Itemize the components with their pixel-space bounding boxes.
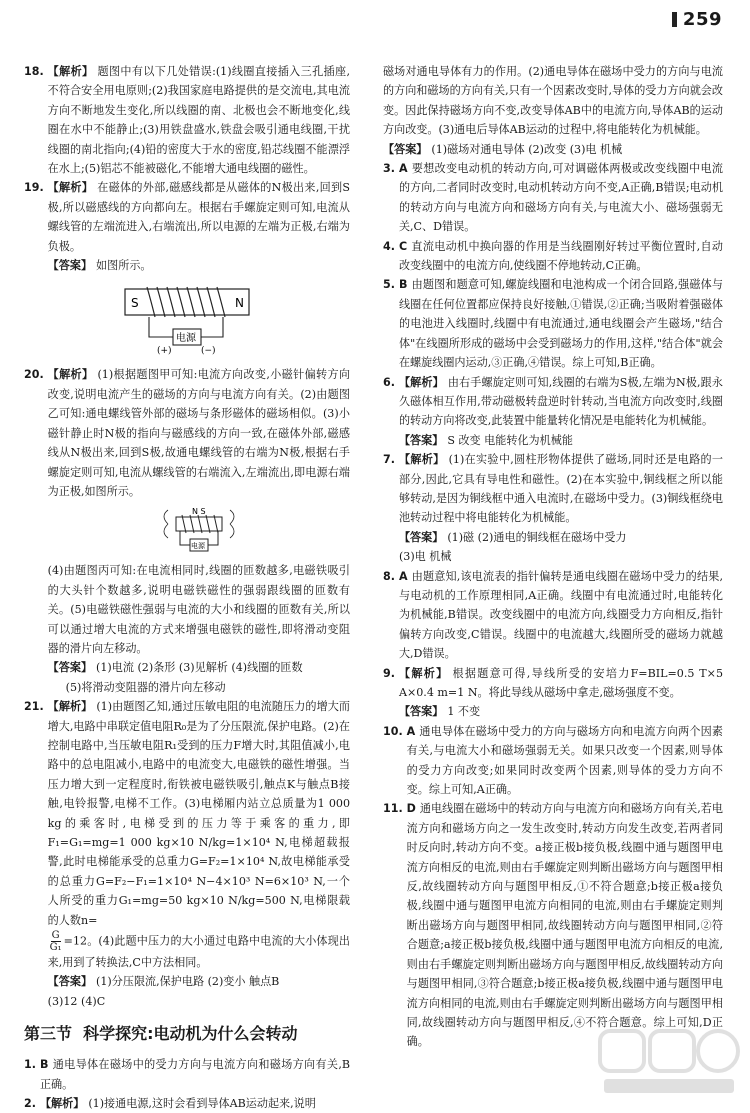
analysis-label: 【解析】 bbox=[47, 65, 94, 78]
section-question-7 bbox=[383, 450, 723, 566]
page-number: 259 bbox=[682, 8, 722, 30]
answer-label: 【答案】 bbox=[398, 530, 444, 544]
answer-choice: D bbox=[406, 802, 416, 816]
section-question-11 bbox=[383, 799, 723, 1051]
explanation-text: 由题意知,该电流表的指针偏转是通电线圈在磁场中受力的结果,与电动机的工作原理相同,A正确。线圈中有电流通过时,电能转化为机械能,B错误。改变线圈中的电流方向,线圈受力方向相反,指针偏转方向改变,C错误。线圈中的电流越大,线圈所受的磁场力就越大,D错误。 bbox=[398, 569, 723, 661]
question-number: 6. bbox=[383, 375, 395, 389]
fraction-numerator: G bbox=[51, 930, 60, 942]
question-19 bbox=[24, 178, 350, 275]
section-question-9 bbox=[383, 664, 723, 722]
analysis-label: 【解析】 bbox=[398, 666, 449, 680]
question-20 bbox=[24, 365, 350, 697]
positive-terminal-label: (+) bbox=[157, 346, 172, 357]
section-question-2 bbox=[24, 1094, 350, 1113]
answer-text-line2: (3)电 机械 bbox=[398, 550, 452, 564]
answer-label: 【答案】 bbox=[47, 259, 93, 273]
power-source-label: 电源 bbox=[190, 542, 205, 551]
fraction bbox=[50, 930, 62, 953]
question-number: 20. bbox=[24, 368, 44, 382]
s-pole-label: S bbox=[131, 296, 139, 311]
solenoid-diagram bbox=[117, 279, 257, 359]
question-number: 1. bbox=[24, 1058, 36, 1072]
section-question-10 bbox=[383, 722, 723, 800]
watermark-logo bbox=[594, 1021, 744, 1101]
question-number: 10. bbox=[383, 724, 403, 738]
analysis-text: 在磁体的外部,磁感线都是从磁体的N极出来,回到S极,所以磁感线的方向都向左。根据右手螺旋定则可知,电流从螺线管的左端流进入,右端流出,所以电源的左端为正极,右端为负极。 bbox=[47, 181, 350, 253]
question-number: 19. bbox=[24, 181, 44, 195]
analysis-text: (1)由题图乙知,通过压敏电阻的电流随压力的增大而增大,电路中串联定值电阻R₀是为了分压限流,保护电路。(2)在控制电路中,当压敏电阻R₁受到的压力F增大时,其阻值减小,电路中的总电阻减小,电路中的电流变大,电磁铁的磁性增强。当压力增大到一定程度时,衔铁被电磁铁吸引,触点K与触点B接触,电铃报警,电梯不工作。(3)电梯厢内站立总质量为1 000 kg的乘客时,电梯受到的压力等于乘客的重力,即F₁=G₁=mg=1 000 kg×10 N/kg=1×10⁴ N,电梯超载报警,此时电梯能承受的总重力G=F₂=1×10⁴ N,故电梯能承受的总重力G=F₂−F₁=1×10⁴ N−4×10³ N=6×10³ N,一个人所受的重力G₁=mg=50 kg×10 N/kg=500 N,电梯限载的人数n= bbox=[47, 700, 350, 927]
answer-choice: A bbox=[406, 724, 416, 738]
question-18 bbox=[24, 62, 350, 178]
right-column bbox=[383, 62, 723, 1052]
fraction-denominator: G₁ bbox=[49, 942, 62, 954]
question-number: 5. bbox=[383, 278, 395, 292]
section-question-8 bbox=[383, 567, 723, 664]
explanation-text: 通电线圈在磁场中的转动方向与电流方向和磁场方向有关,若电流方向和磁场方向之一发生改变时,转动方向发生改变,若两者同时反向时,转动方向不变。a接正极b接负极,线圈中通与题图甲电流方向相反的电流,则由右手螺旋定则判断出磁场方向与题图甲相反,故线圈转动方向与题图甲相反,①不符合题意;b接正极a接负极,线圈中通与题图甲电流方向相同的电流,则由右手螺旋定则判断出磁场方向与题图甲相同,故线圈转动方向与题图甲相同,②符合题意;a接正极b接负极,线圈中通与题图甲电流方向相反的电流,则由右手螺旋定则判断出磁场方向与题图甲相反,故线圈转动方向与题图甲相同,③符合题意;b接正极a接负极,线圈中通与题图甲电流方向相同的电流,则由右手螺旋定则判断出磁场方向与题图甲相同,故线圈转动方向与题图甲相反,④不符合题意。综上可知,D正确。 bbox=[406, 802, 723, 1049]
answer-text: S 改变 电能转化为机械能 bbox=[447, 433, 573, 447]
section-question-6 bbox=[383, 373, 723, 451]
answer-text-line2: (3)12 (4)C bbox=[47, 994, 106, 1008]
answer-choice: B bbox=[398, 278, 408, 292]
question-number: 18. bbox=[24, 65, 44, 78]
explanation-text: 通电导体在磁场中受力的方向与磁场方向和电流方向两个因素有关,与电流大小和磁场强弱无关。如果只改变一个因素,则导体的受力方向改变;如果同时改变两个因素,则导体的受力方向不变。综上可知,A正确。 bbox=[406, 724, 723, 797]
analysis-label: 【解析】 bbox=[47, 700, 93, 714]
analysis-text: 磁场对通电导体有力的作用。(2)通电导体在磁场中受力的方向与电流的方向和磁场的方向有关,只有一个因素改变时,导体的受力方向就会改变。因此保持磁场方向不变,改变导体AB中的电流方向,导体AB的运动方向改变。(3)通电后导体AB运动的过程中,将电能转化为机械能。 bbox=[383, 65, 723, 137]
answer-text: (1)分压限流,保护电路 (2)变小 触点B bbox=[96, 975, 280, 989]
answer-choice: C bbox=[398, 239, 408, 253]
answer-label: 【答案】 bbox=[47, 661, 93, 675]
answer-choice: B bbox=[39, 1058, 49, 1072]
question-2-continued bbox=[383, 62, 723, 159]
question-number: 9. bbox=[383, 666, 395, 680]
section-question-1 bbox=[24, 1055, 350, 1094]
question-number: 7. bbox=[383, 453, 395, 467]
question-number: 21. bbox=[24, 700, 44, 714]
answer-choice: A bbox=[398, 162, 408, 176]
section-title: 第三节 科学探究:电动机为什么会转动 bbox=[24, 1024, 298, 1044]
analysis-text-continued: =12。(4)此题中压力的大小通过电路中电流的大小体现出来,用到了转换法,C中方法相同。 bbox=[47, 934, 350, 970]
analysis-text: 题图中有以下几处错误:(1)线圈直接插入三孔插座,不符合安全用电原则;(2)我国家庭电路提供的是交流电,其电流方向不断地发生变化,所以线圈的南、北极也会不断地变化,线圈在水中不能静止;(3)用铁盘盛水,铁盘会吸引通电线圈,干扰线圈的南北指向;(4)铅的密度大于水的密度,铅芯线圈不能漂浮在水上;(5)铝芯不能被磁化,不能增大通电线圈的磁性。 bbox=[47, 65, 350, 176]
answer-text: 1 不变 bbox=[447, 705, 481, 719]
solenoid-figure bbox=[24, 279, 350, 359]
section-question-3 bbox=[383, 159, 723, 237]
n-pole-label: N bbox=[235, 296, 244, 311]
question-number: 2. bbox=[24, 1097, 36, 1111]
answer-label: 【答案】 bbox=[383, 142, 428, 156]
coil-compass-figure bbox=[48, 505, 350, 555]
analysis-text: 根据题意可得,导线所受的安培力F=BIL=0.5 T×5 A×0.4 m=1 N。将此导线从磁场中拿走,磁场强度不变。 bbox=[398, 666, 723, 699]
answer-choice: A bbox=[398, 569, 408, 583]
explanation-text: 由题图和题意可知,螺旋线圈和电池构成一个闭合回路,强磁体与线圈在任何位置都应保持良好接触,①错误,②正确;当吸附着强磁体的电池进入线圈时,线圈中有电流通过,通电线圈会产生磁场,"结合体"在线圈所形成的磁场中会受到磁场力的作用,这样,"结合体"就会在螺旋线圈内运动,③正确,④错误。综上可知,B正确。 bbox=[398, 278, 723, 370]
compass-ns-label: N S bbox=[191, 507, 206, 517]
answer-text: (1)电流 (2)条形 (3)见解析 (4)线圈的匝数 bbox=[96, 661, 303, 675]
analysis-label: 【解析】 bbox=[47, 368, 94, 382]
question-number: 8. bbox=[383, 569, 395, 583]
explanation-text: 要想改变电动机的转动方向,可对调磁体两极或改变线圈中电流的方向,二者同时改变时,电动机转动方向不变,A正确,B错误;电动机的转动方向与电流方向和磁场方向有关,与电流大小、磁场强弱无关,C、D错误。 bbox=[398, 162, 723, 234]
power-source-label: 电源 bbox=[176, 333, 196, 345]
analysis-label: 【解析】 bbox=[398, 375, 444, 389]
answer-label: 【答案】 bbox=[398, 705, 444, 719]
analysis-text: (1)接通电源,这时会看到导体AB运动起来,说明 bbox=[88, 1097, 316, 1111]
question-21 bbox=[24, 697, 350, 1011]
analysis-text: 由右手螺旋定则可知,线圈的右端为S极,左端为N极,跟永久磁体相互作用,带动磁极转盘逆时针转动,当电流方向改变时,线圈的转动方向将改变,此装置中能量转化情况是电能转化为机械能。 bbox=[398, 375, 723, 428]
answer-text-line2: (5)将滑动变阻器的滑片向左移动 bbox=[65, 680, 226, 694]
question-number: 3. bbox=[383, 162, 395, 176]
coil-compass-diagram bbox=[154, 505, 244, 555]
explanation-text: 直流电动机中换向器的作用是当线圈刚好转过平衡位置时,自动改变线圈中的电流方向,使线圈不停地转动,C正确。 bbox=[398, 239, 723, 273]
answer-text: (1)磁场对通电导体 (2)改变 (3)电 机械 bbox=[431, 142, 623, 156]
analysis-label: 【解析】 bbox=[39, 1097, 85, 1111]
analysis-text-continued: (4)由题图丙可知:在电流相同时,线圈的匝数越多,电磁铁吸引的大头针个数越多,说明电磁铁磁性的强弱跟线圈的匝数有关。(5)电磁铁磁性强弱与电流的大小和线圈的匝数有关,所以可以通过增大电流的方式来增强电磁铁的磁性,即将滑动变阻器的滑片向左移动。 bbox=[47, 564, 350, 655]
left-column bbox=[24, 62, 350, 1113]
explanation-text: 通电导体在磁场中的受力方向与电流方向和磁场方向有关,B正确。 bbox=[39, 1058, 350, 1091]
analysis-label: 【解析】 bbox=[398, 453, 445, 467]
question-number: 11. bbox=[383, 802, 403, 816]
analysis-text: (1)根据题图甲可知:电流方向改变,小磁针偏转方向改变,说明电流产生的磁场的方向与电流方向有关。(2)由题图乙可知:通电螺线管外部的磁场与条形磁体的磁场相似。(3)小磁针静止时N极的指向与磁感线的方向一致,在磁体外部,磁感线从N极出来,回到S极,故通电螺线管的右端为N极,根据右手螺旋定则可知,电流从螺线管的右端流入,左端流出,即电源右端为正极,如图所示。 bbox=[47, 368, 350, 498]
negative-terminal-label: (−) bbox=[201, 346, 216, 357]
answer-label: 【答案】 bbox=[47, 975, 93, 989]
question-number: 4. bbox=[383, 239, 395, 253]
analysis-label: 【解析】 bbox=[47, 181, 94, 195]
page-marker-icon bbox=[672, 12, 677, 27]
section-question-4 bbox=[383, 237, 723, 276]
page-header bbox=[672, 8, 722, 30]
answer-text: (1)磁 (2)通电的铜线框在磁场中受力 bbox=[447, 530, 627, 544]
answer-text: 如图所示。 bbox=[96, 259, 152, 273]
answer-label: 【答案】 bbox=[398, 433, 444, 447]
analysis-text: (1)在实验中,圆柱形物体提供了磁场,同时还是电路的一部分,因此,它具有导电性和磁性。(2)在本实验中,铜线框之所以能够转动,是因为铜线框中通入电流时,在磁场中受力。(3)铜线框绕电池转动过程中将电能转化为机械能。 bbox=[398, 453, 723, 525]
section-question-5 bbox=[383, 275, 723, 372]
